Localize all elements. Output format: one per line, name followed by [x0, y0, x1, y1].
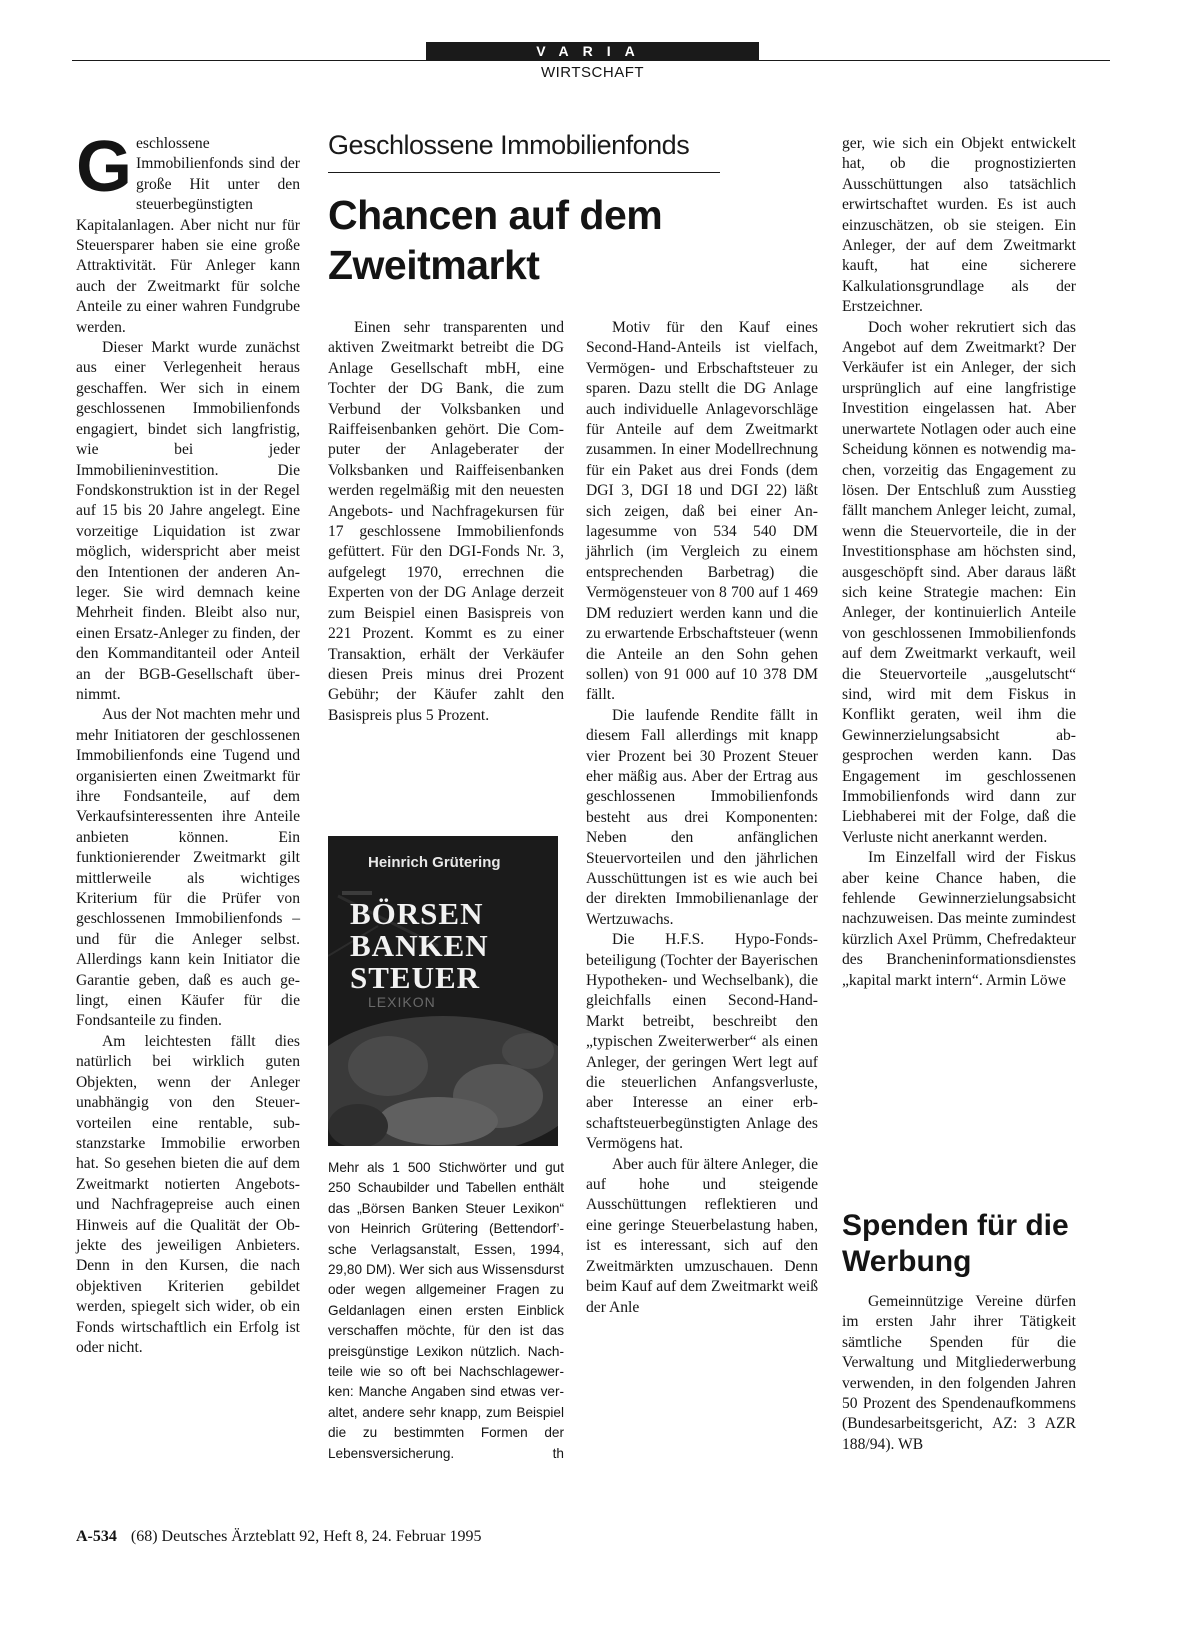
page-folio: A-534: [76, 1528, 117, 1545]
article-headline: Chancen auf dem Zweitmarkt: [328, 192, 663, 288]
paragraph: ger, wie sich ein Objekt entwickelt hat, ob die prognostizierten Ausschüttungen also tatsächlich erwirtschaftet wurden. Es ist auch einzuschätzen, ob sie steigen. Ein Anleger, der auf dem Zweitmarkt kauft, hat eine sicherere Kalkulationsgrundlage als der Erstzeichner.: [842, 135, 1076, 316]
book-title-line: BÖRSEN: [350, 896, 484, 931]
paragraph: Die H.F.S. Hypo-Fondsbeteiligung (Tochter der Bayerischen Hypotheken- und Wechselbank), die gleichfalls einen Second-Hand-Markt betreibt, beschreibt den „typischen Zweiterwerber“ als einen Anleger, der geringen Wert legt auf die steuerlichen Anfangsverluste, aber Interesse an einer erbschaftsteuerbegünstigten Anlage des Vermögens hat.: [586, 931, 818, 1153]
paragraph: Motiv für den Kauf eines Second-Hand-Anteils ist vielfach, Vermögen- und Erbschaftsteuer zu sparen. Dazu stellt die DG Anlage auch individuelle Anlagevorschläge für Anteile auf dem Zweitmarkt zusammen. In einer Modellrechnung für ein Paket aus drei Fonds (dem DGI 3, DGI 18 und DGI 22) läßt sich zeigen, daß bei einer Anlagesumme von 534 540 DM jährlich (im Vergleich zu einem entsprechenden Barbetrag) die Vermögensteuer von 8 700 auf 1 469 DM reduziert werden kann und die zu erwartende Erbschaftsteuer (wenn die Anteile an den Sohn gehen sollen) von 91 000 auf 10 378 DM fällt.: [586, 319, 818, 704]
paragraph: Aus der Not machten mehr und mehr Initiatoren der geschlossenen Immobilienfonds eine Tugend und organisierten einen Zweitmarkt für ihre Fondsanteile, auf dem Verkaufsinteressenten ihre Anteile anbieten können. Ein funktionierender Zweitmarkt gilt mittlerweile als wichtiges Kriterium für die Prüfer von geschlossenen Immobilienfonds – und für die Anleger selbst. Allerdings kann kein Initiator die Garantie geben, daß es auch gelingt, einen Käufer für die Fondsanteile zu finden.: [76, 706, 300, 1030]
book-title-line: STEUER: [350, 960, 481, 995]
paragraph: eschlossene Immobilienfonds sind der große Hit unter den steuerbegünstigten Kapitalanlagen. Aber nicht nur für Steuersparer haben sie eine große Attraktivität. Für Anleger kann auch der Zweitmarkt für solche Anteile zu einer wahren Fundgrube werden.: [76, 135, 300, 336]
column-1: [76, 127, 300, 1358]
section-label: WIRTSCHAFT: [540, 64, 645, 81]
article2-headline: Spenden für die Werbung: [842, 1209, 1069, 1278]
paragraph: Aber auch für ältere Anleger, die auf hohe und steigende Ausschüttungen reflektieren und eine geringe Steuerbelastung haben, ist es interessant, sich auf den Zweitmärkten umzuschauen. Denn beim Kauf auf dem Zweitmarkt weiß der Anle: [586, 1155, 818, 1316]
column-4: [842, 134, 1076, 991]
paragraph: Die laufende Rendite fällt in diesem Fall allerdings mit knapp vier Prozent bei 30 Prozent Steuer eher mäßig aus. Aber der Ertrag aus geschlossenen Immobilienfonds besteht aus drei Komponenten: Neben den anfänglichen Steuervorteilen und den jährlichen Ausschüttungen ist es wie auch bei der direkten Immobilienanlage der Wertzuwachs.: [586, 706, 818, 928]
paragraph: Im Einzelfall wird der Fiskus aber keine Chance haben, die fehlende Gewinnerzielungsabsicht nachzuweisen. Das meinte zumindest kürzlich Axel Prümm, Chefredakteur des Brancheninformationsdienstes „kapital markt intern“. Armin Löwe: [842, 849, 1076, 989]
paragraph: Dieser Markt wurde zunächst aus einer Verlegenheit heraus geschaffen. Wer sich in einem geschlossenen Immobilienfonds engagiert, bindet sich langfristig, wie bei jeder Immobilieninvestition. Die Fondskonstruktion ist in der Regel auf 15 bis 20 Jahre angelegt. Eine vorzeitige Liquidation ist zwar möglich, widerspricht aber meist den Intentionen der anderen Anleger. Sie wird demnach keine Mehrheit finden. Bleibt also nur, einen Ersatz-Anleger zu finden, der den Kommanditanteil oder Anteil an der BGB-Gesellschaft übernimmt.: [76, 339, 300, 703]
top-rule: [72, 60, 1110, 61]
paragraph: Doch woher rekrutiert sich das Angebot auf dem Zweitmarkt? Der Verkäufer ist ein Anleger, der sich ursprünglich auf eine langfristige Investition eingelassen hat. Aber unerwartete Notlagen oder auch eine Scheidung können es notwendig machen, vorzeitig das Engagement zu lösen. Der Entschluß zum Ausstieg fällt manchem Anleger leicht, zumal, wenn die Steuervorteile, die in der Investitionsphase am höchsten sind, ausgeschöpft sind. Aber daraus läßt sich keine Strategie machen: Ein Anleger, der kontinuierlich Anteile von geschlossenen Immobilienfonds auf dem Zweitmarkt verkauft, weil die Steuervorteile „ausgelutscht“ sind, wird mit dem Fiskus in Konflikt geraten, weil ihm die Gewinnerzielungsabsicht abgesprochen werden kann. Das Engagement im geschlossenen Immobilienfonds wird dann zur Liebhaberei mit der Folge, daß die Verluste nicht anerkannt werden.: [842, 318, 1076, 846]
book-cover-image: [328, 836, 558, 1146]
article-kicker: Geschlossene Immobilienfonds: [328, 130, 690, 160]
column-3: [586, 318, 818, 1318]
paragraph: Einen sehr transparenten und aktiven Zweitmarkt betreibt die DG Anlage Gesellschaft mbH, eine Tochter der DG Bank, die zum Verbund der Volksbanken und Raiffeisenbanken gehört. Die Computer der Anlageberater der Volksbanken und Raiffeisenbanken werden regelmäßig mit den neuesten Angebots- und Nachfragekursen für 17 geschlossene Immobilienfonds gefüttert. Für den DGI-Fonds Nr. 3, aufgelegt 1970, errechnen die Experten von der DG Anlage derzeit zum Beispiel einen Basispreis von 221 Prozent. Kommt es zu einer Transaktion, erhält der Verkäufer diesen Preis minus drei Prozent Gebühr; der Käufer zahlt den Basispreis plus 5 Prozent.: [328, 319, 564, 724]
paragraph: Gemeinnützige Vereine dürfen im ersten Jahr ihrer Tätigkeit sämtliche Spenden für die Verwaltung und Mitgliederwerbung verwenden, in den folgenden Jahren 50 Prozent des Spendenaufkommens (Bundesarbeitsgericht, AZ: 3 AZR 188/94). WB: [842, 1293, 1076, 1453]
article2-body: [842, 1292, 1076, 1455]
book-title-line: BANKEN: [350, 928, 489, 963]
rubric-label: VARIA: [536, 43, 649, 59]
drop-cap: G: [76, 127, 133, 207]
book-author: Heinrich Grütering: [368, 854, 501, 871]
paragraph: Am leichtesten fällt dies natürlich bei wirklich guten Objekten, wenn der Anleger unabhängig von den Steuervorteilen eine rentable, substanzstarke Immobilie erworben hat. So gesehen bieten die auf dem Zweitmarkt notierten Angebots- und Nachfragepreise auch einen Hinweis auf die Qualität der Objekte des jeweiligen Anbieters. Denn in den Kursen, die nach objektiven Kriterien gebildet werden, spiegelt sich wider, ob ein Fonds wirtschaftlich ein Erfolg ist oder nicht.: [76, 1032, 300, 1356]
book-subtitle: LEXIKON: [368, 994, 436, 1010]
caption-text: Mehr als 1 500 Stichwörter und gut 250 Schaubilder und Tabellen enthält das „Börsen Banken Steuer Lexikon“ von Heinrich Grütering (Bettendorf’sche Verlagsanstalt, Essen, 1994, 29,80 DM). Wer sich aus Wissensdurst oder wegen allgemeiner Fragen zu Geldanlagen einen ersten Einblick verschaffen möchte, für den ist das preisgünstige Lexikon nützlich. Nachteile wie so oft bei Nachschlagewerken: Manche Angaben sind etwas veraltet, andere sehr knapp, zum Beispiel die zu bestimmten Formen der Lebensversicherung.: [328, 1160, 564, 1461]
rubric-bar: [426, 42, 759, 60]
caption-signature: th: [552, 1445, 564, 1461]
column-2: [328, 318, 564, 726]
book-caption: [328, 1158, 564, 1464]
footer-citation: (68) Deutsches Ärzteblatt 92, Heft 8, 24. Februar 1995: [130, 1528, 482, 1545]
kicker-rule: [328, 172, 720, 173]
page-footer: [76, 1528, 481, 1546]
